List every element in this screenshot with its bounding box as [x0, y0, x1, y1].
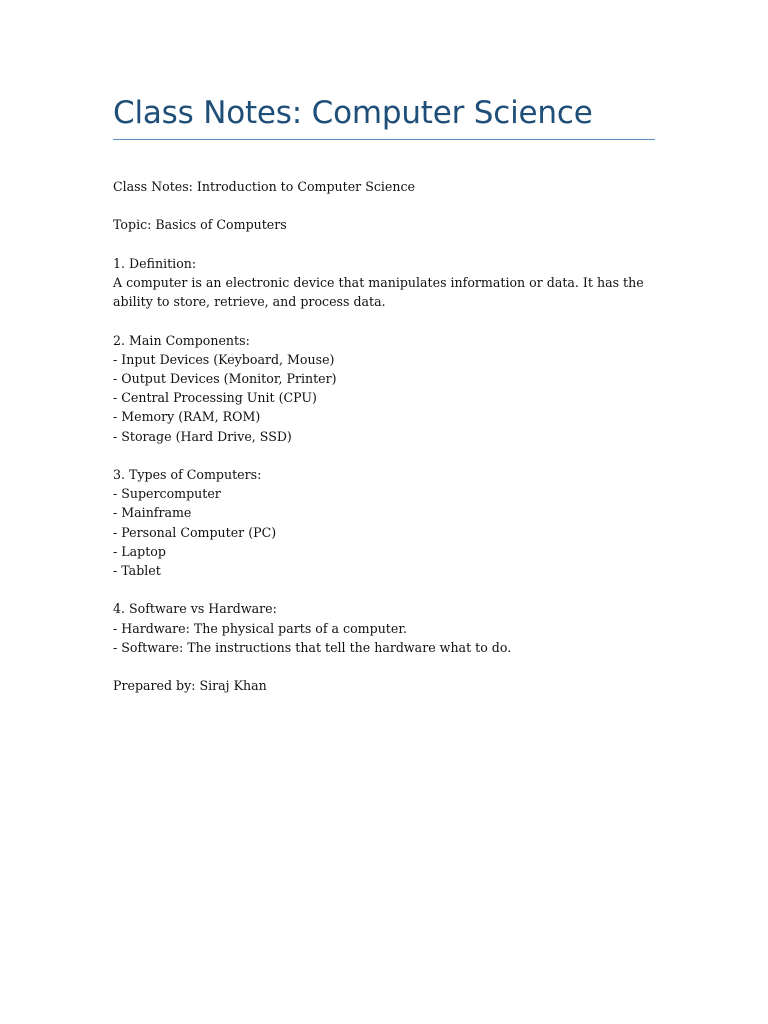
definition-text: A computer is an electronic device that manipulates information or data. It has the ability to store, retrieve, and process data. — [113, 274, 644, 310]
list-item: - Output Devices (Monitor, Printer) — [113, 370, 337, 386]
spacer — [113, 580, 655, 599]
spacer — [113, 657, 655, 676]
components-section — [113, 331, 655, 446]
spacer — [113, 235, 655, 254]
topic-line: Topic: Basics of Computers — [113, 217, 287, 233]
document-title: Class Notes: Computer Science — [113, 95, 593, 131]
spacer — [113, 446, 655, 465]
list-item: - Storage (Hard Drive, SSD) — [113, 428, 292, 444]
list-item: - Supercomputer — [113, 486, 221, 502]
list-item: - Personal Computer (PC) — [113, 524, 277, 540]
list-item: - Mainframe — [113, 505, 192, 521]
software-hardware-heading: 4. Software vs Hardware: — [113, 601, 277, 617]
prepared-by: Prepared by: Siraj Khan — [113, 678, 267, 694]
definition-section — [113, 254, 655, 312]
spacer — [113, 311, 655, 330]
components-heading: 2. Main Components: — [113, 332, 250, 348]
types-section — [113, 465, 655, 580]
list-item: - Memory (RAM, ROM) — [113, 409, 261, 425]
document-body — [113, 177, 655, 695]
list-item: - Input Devices (Keyboard, Mouse) — [113, 351, 335, 367]
title-divider — [113, 139, 655, 140]
document-page — [113, 92, 655, 695]
list-item: - Software: The instructions that tell the hardware what to do. — [113, 639, 512, 655]
list-item: - Tablet — [113, 563, 161, 578]
list-item: - Hardware: The physical parts of a computer. — [113, 620, 407, 636]
definition-heading: 1. Definition: — [113, 255, 197, 271]
types-heading: 3. Types of Computers: — [113, 466, 262, 482]
list-item: - Laptop — [113, 543, 166, 559]
spacer — [113, 196, 655, 215]
notes-subtitle: Class Notes: Introduction to Computer Science — [113, 179, 415, 194]
list-item: - Central Processing Unit (CPU) — [113, 390, 317, 406]
software-hardware-section — [113, 599, 655, 657]
